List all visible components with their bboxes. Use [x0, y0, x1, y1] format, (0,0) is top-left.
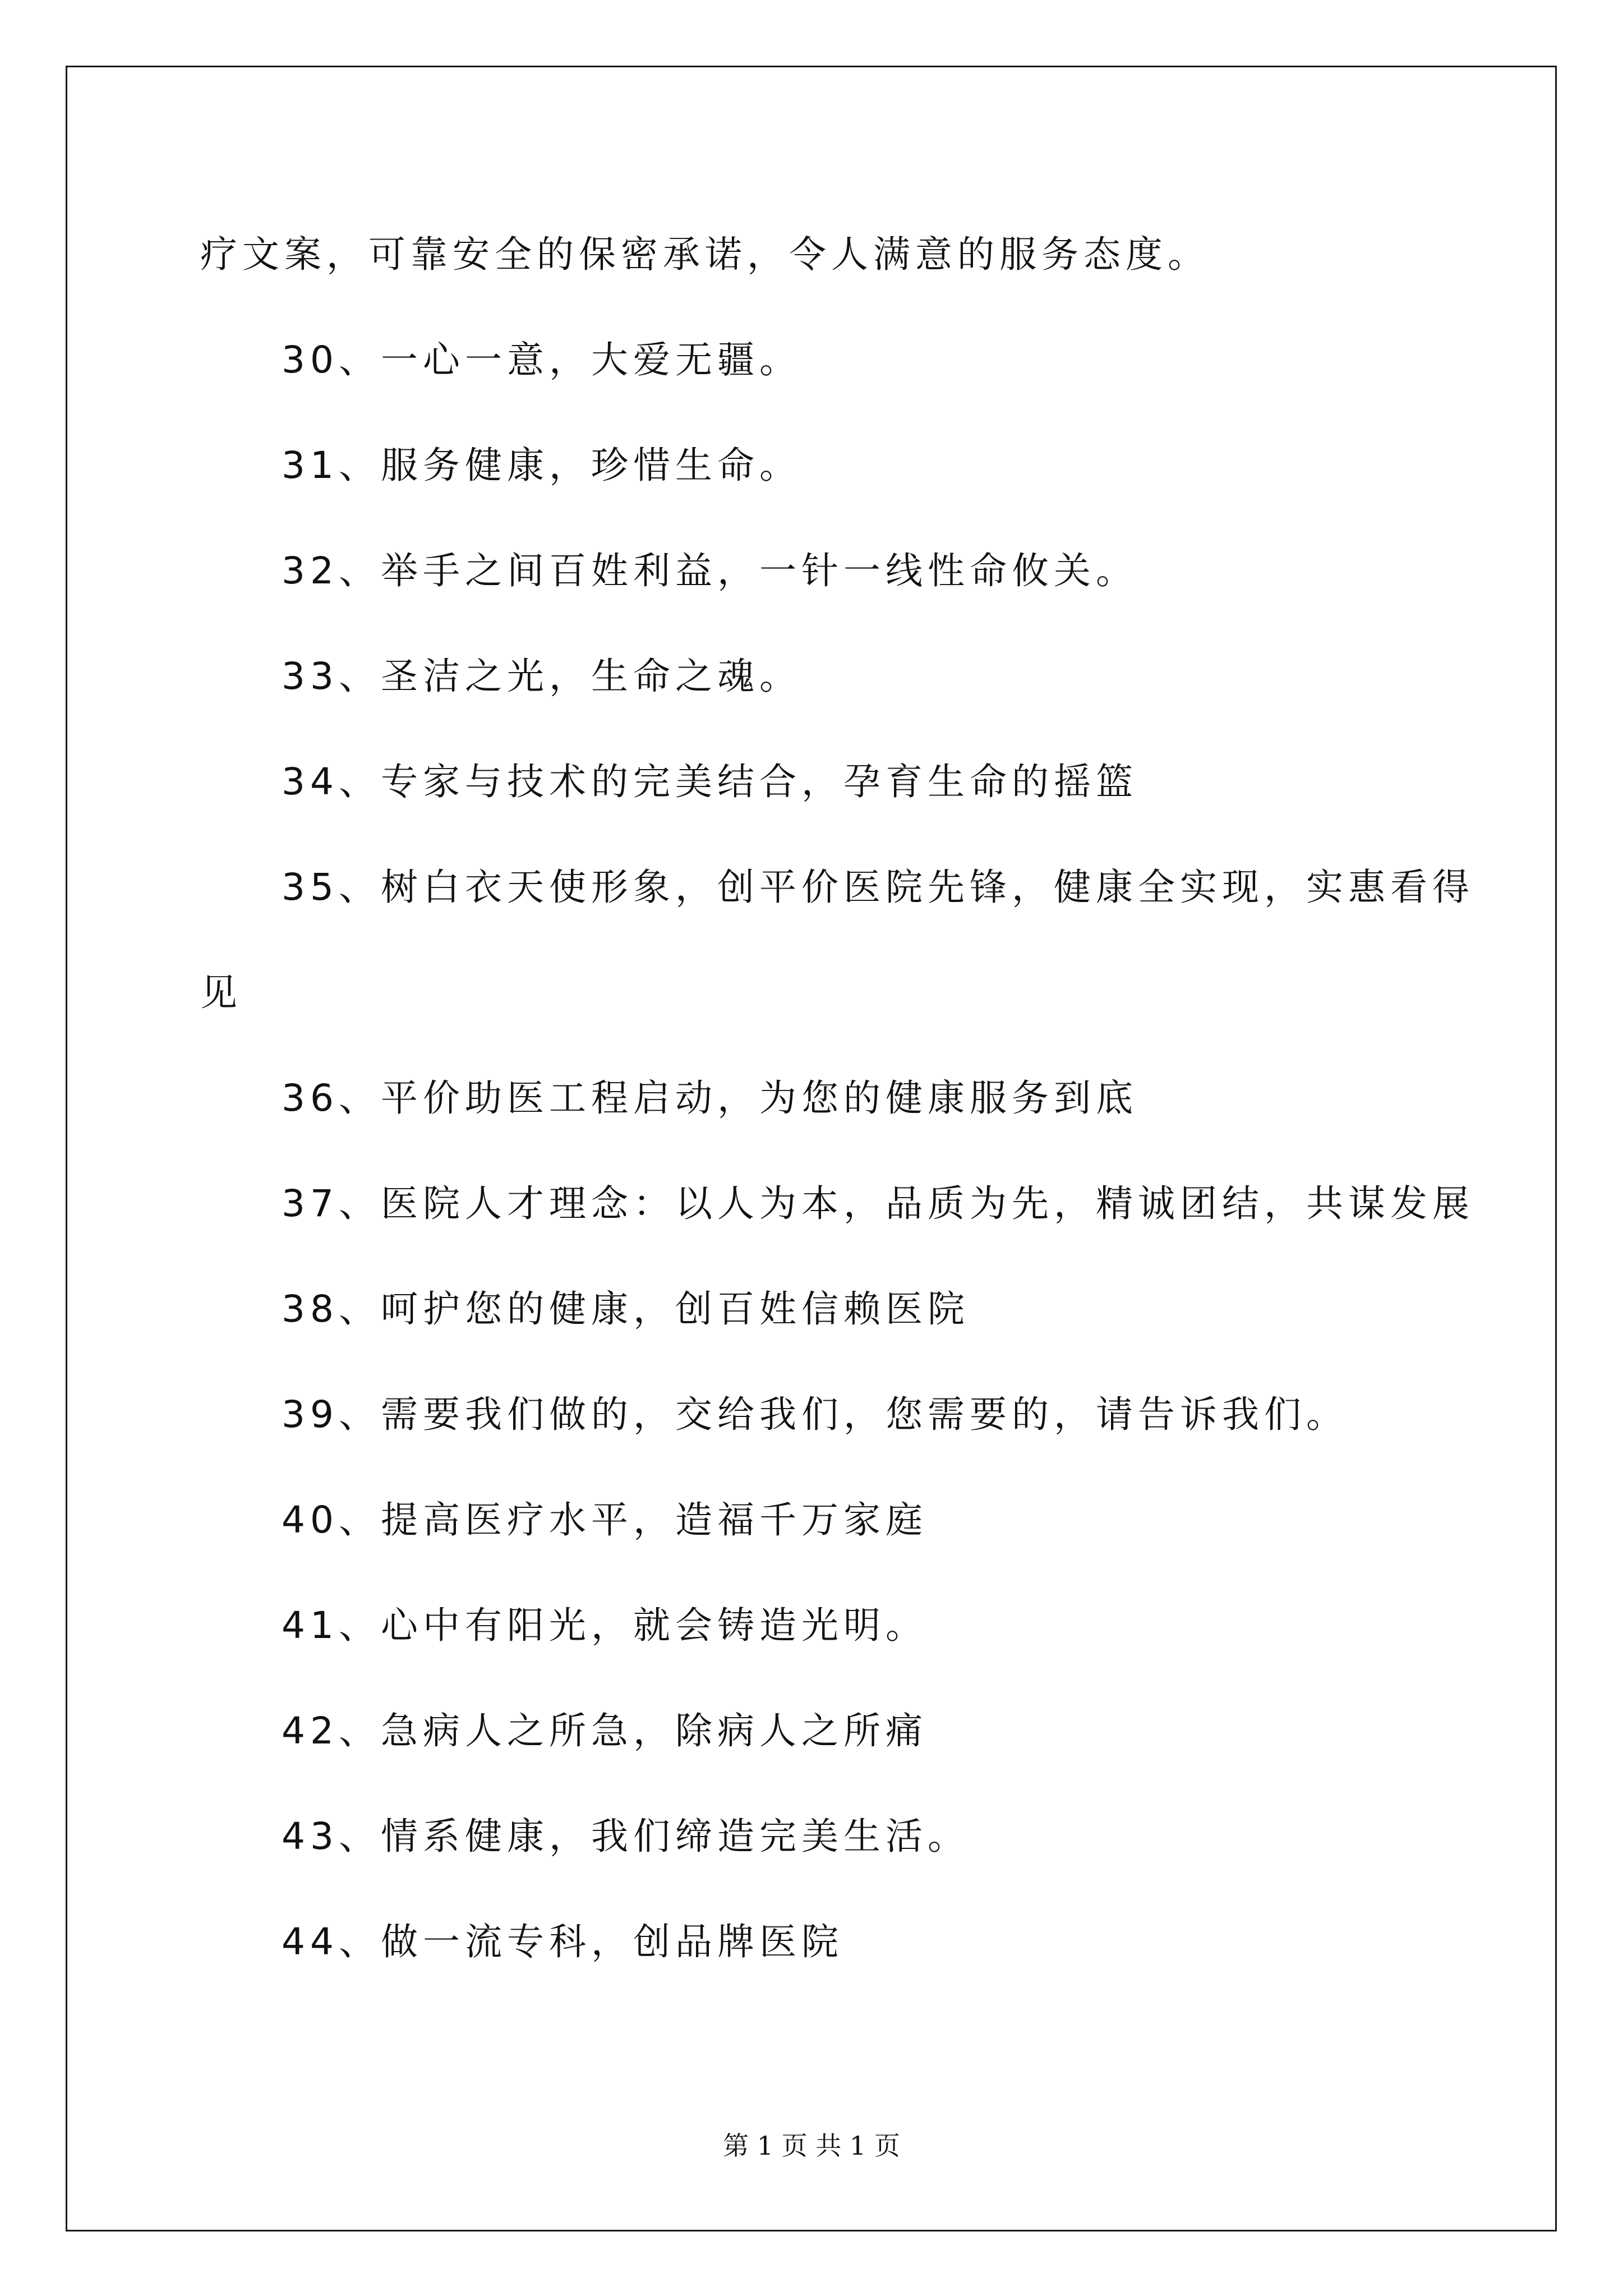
list-item-34: 34、专家与技术的完美结合，孕育生命的摇篮: [282, 760, 1138, 803]
list-item-38: 38、呵护您的健康，创百姓信赖医院: [282, 1287, 970, 1331]
page-border: [66, 66, 1557, 2231]
list-item-40: 40、提高医疗水平，造福千万家庭: [282, 1498, 928, 1542]
list-item-31: 31、服务健康，珍惜生命。: [282, 444, 801, 487]
list-item-30: 30、一心一意，大爱无疆。: [282, 338, 801, 381]
paragraph-continuation: 疗文案，可靠安全的保密承诺，令人满意的服务态度。: [200, 233, 1210, 276]
list-item-44: 44、做一流专科，创品牌医院: [282, 1920, 843, 1963]
page-number-footer: 第 1 页 共 1 页: [723, 2131, 900, 2161]
list-item-41: 41、心中有阳光，就会铸造光明。: [282, 1604, 928, 1647]
list-item-33: 33、圣洁之光，生命之魂。: [282, 655, 801, 698]
list-item-43: 43、情系健康，我们缔造完美生活。: [282, 1815, 970, 1858]
list-item-35-continuation: 见: [200, 971, 242, 1014]
list-item-37: 37、医院人才理念：以人为本，品质为先，精诚团结，共谋发展: [282, 1182, 1474, 1225]
list-item-42: 42、急病人之所急，除病人之所痛: [282, 1709, 928, 1752]
list-item-36: 36、平价助医工程启动，为您的健康服务到底: [282, 1076, 1138, 1120]
list-item-32: 32、举手之间百姓利益，一针一线性命攸关。: [282, 549, 1138, 592]
list-item-35: 35、树白衣天使形象，创平价医院先锋，健康全实现，实惠看得: [282, 866, 1474, 909]
list-item-39: 39、需要我们做的，交给我们，您需要的，请告诉我们。: [282, 1393, 1348, 1436]
